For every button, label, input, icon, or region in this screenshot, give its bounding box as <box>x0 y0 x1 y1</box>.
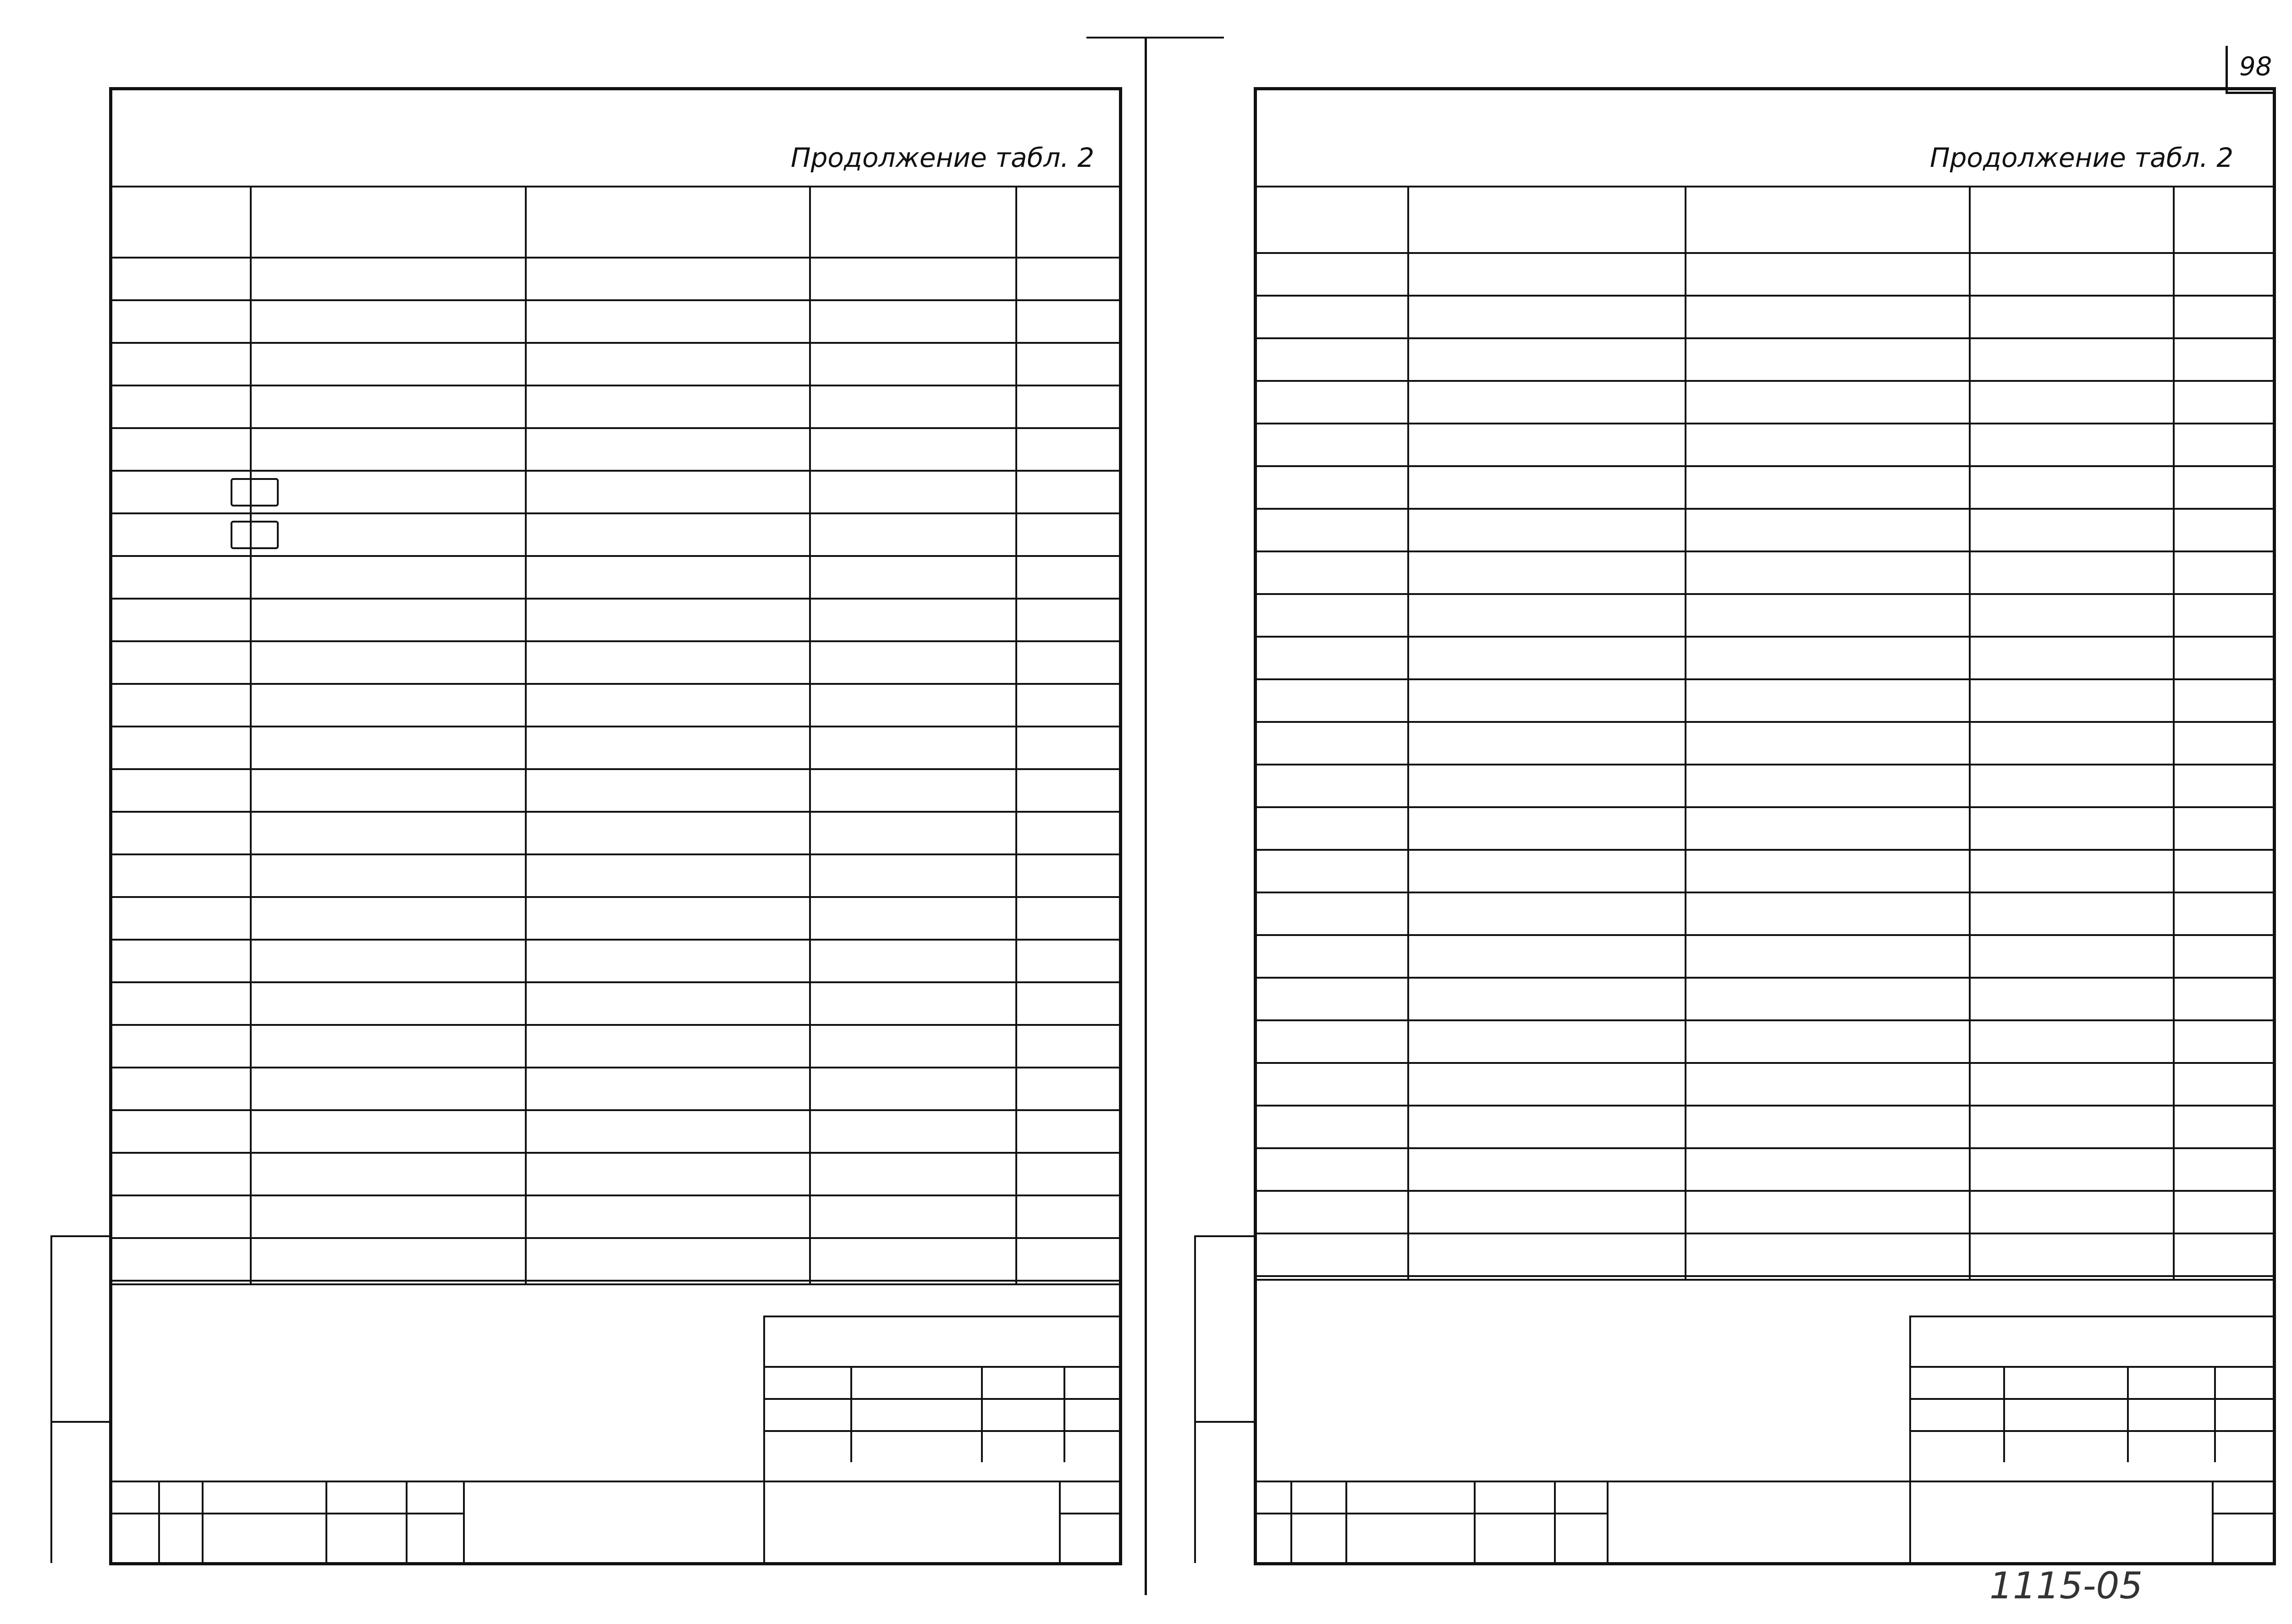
row-line <box>1254 593 2273 595</box>
table-row <box>1254 559 2273 592</box>
table-row <box>1254 346 2273 379</box>
stamp-list-left <box>1059 1481 1061 1563</box>
wire-marker-box <box>231 521 279 549</box>
side-strip-mid <box>50 1421 109 1423</box>
wire-marker-box <box>231 478 279 506</box>
table-row <box>1254 729 2273 763</box>
table-row <box>1254 985 2273 1018</box>
privyazan-line <box>1909 1366 2273 1368</box>
row-line <box>1254 551 2273 552</box>
table-row <box>1254 687 2273 720</box>
row-line <box>109 896 1119 898</box>
row-line <box>1254 1275 2273 1277</box>
table-row <box>1254 857 2273 891</box>
table-row <box>109 350 1119 384</box>
table-row <box>1254 942 2273 976</box>
stamp-top <box>1254 1481 2273 1482</box>
table-bottom-line <box>109 1283 1119 1285</box>
row-line <box>109 1109 1119 1111</box>
row-line <box>109 981 1119 983</box>
stamp-col <box>158 1481 160 1563</box>
center-divider <box>1145 37 1147 1595</box>
row-line <box>109 811 1119 813</box>
header-top-line <box>1254 186 2273 187</box>
stamp-top <box>109 1481 1119 1482</box>
privyazan-left <box>1909 1316 1911 1563</box>
privyazan-line <box>1909 1398 2273 1400</box>
stamp-col <box>1290 1481 1292 1563</box>
row-line <box>109 768 1119 770</box>
row-line <box>1254 380 2273 382</box>
stamp-col <box>1554 1481 1556 1563</box>
side-strip-mid <box>1194 1421 1254 1423</box>
row-line <box>109 939 1119 941</box>
row-line <box>1254 764 2273 765</box>
row-line <box>109 555 1119 557</box>
table-row <box>109 563 1119 597</box>
table-row <box>109 393 1119 426</box>
table-row <box>109 478 1119 512</box>
row-line <box>1254 1019 2273 1021</box>
archive-stamp: 1115-05 <box>1989 1564 2143 1607</box>
row-line <box>109 1237 1119 1239</box>
row-line <box>109 1067 1119 1068</box>
table-row <box>1254 1198 2273 1232</box>
table-row <box>1254 815 2273 848</box>
table-row <box>1254 1156 2273 1189</box>
stamp-mid <box>109 1513 463 1514</box>
side-strip-line <box>1194 1235 1196 1563</box>
row-line <box>1254 849 2273 851</box>
page-number: 98 <box>2239 52 2272 82</box>
row-line <box>109 1024 1119 1026</box>
row-line <box>109 640 1119 642</box>
table-row <box>109 265 1119 298</box>
side-strip-top <box>1194 1235 1254 1237</box>
row-line <box>109 1195 1119 1196</box>
row-line <box>109 853 1119 855</box>
row-line <box>1254 295 2273 297</box>
privyazan-col <box>850 1366 852 1462</box>
row-line <box>1254 1233 2273 1234</box>
row-line <box>109 683 1119 685</box>
row-line <box>109 385 1119 386</box>
privyazan-line <box>763 1366 1119 1368</box>
row-line <box>109 1280 1119 1282</box>
row-line <box>1254 337 2273 339</box>
row-line <box>1254 1190 2273 1192</box>
row-line <box>1254 1105 2273 1107</box>
table-row <box>1254 900 2273 933</box>
row-line <box>1254 423 2273 424</box>
left-continuation: Продолжение табл. 2 <box>791 142 1095 173</box>
stamp-list-mid <box>1059 1513 1119 1514</box>
privyazan-line <box>763 1430 1119 1432</box>
stamp-col <box>406 1481 408 1563</box>
row-line <box>1254 1147 2273 1149</box>
header-top-line <box>109 186 1119 187</box>
row-line <box>1254 636 2273 638</box>
table-row <box>1254 1113 2273 1146</box>
row-line <box>1254 977 2273 979</box>
row-line <box>1254 1062 2273 1064</box>
table-row <box>1254 388 2273 422</box>
row-line <box>109 1152 1119 1154</box>
table-row <box>1254 644 2273 677</box>
table-row <box>109 521 1119 554</box>
privyazan-col <box>2127 1366 2129 1462</box>
table-bottom-line <box>1254 1279 2273 1281</box>
side-strip-top <box>50 1235 109 1237</box>
row-line <box>1254 508 2273 510</box>
privyazan-col <box>2214 1366 2216 1462</box>
row-line <box>1254 934 2273 936</box>
table-row <box>109 308 1119 341</box>
table-row <box>1254 601 2273 635</box>
row-line <box>109 470 1119 472</box>
row-line <box>109 512 1119 514</box>
privyazan-line <box>1909 1430 2273 1432</box>
row-line <box>109 342 1119 344</box>
row-line <box>1254 465 2273 467</box>
stamp-code-left <box>1607 1481 1609 1563</box>
header-bottom-line <box>109 257 1119 259</box>
privyazan-line <box>763 1398 1119 1400</box>
row-line <box>109 299 1119 301</box>
table-row <box>1254 1028 2273 1061</box>
row-line <box>109 726 1119 727</box>
row-line <box>109 598 1119 600</box>
privyazan-top <box>1909 1316 2273 1317</box>
side-strip-line <box>50 1235 52 1563</box>
stamp-col <box>1474 1481 1476 1563</box>
privyazan-col <box>981 1366 983 1462</box>
top-tick <box>1086 37 1224 39</box>
stamp-col <box>1345 1481 1347 1563</box>
stamp-code-left <box>463 1481 465 1563</box>
stamp-col <box>325 1481 327 1563</box>
table-row <box>109 606 1119 639</box>
privyazan-col <box>2003 1366 2005 1462</box>
privyazan-left <box>763 1316 765 1563</box>
row-line <box>1254 721 2273 723</box>
row-line <box>1254 806 2273 808</box>
row-line <box>1254 678 2273 680</box>
table-row <box>109 435 1119 469</box>
right-continuation: Продолжение табл. 2 <box>1930 142 2234 173</box>
table-row <box>1254 772 2273 805</box>
table-row <box>1254 516 2273 550</box>
stamp-col <box>202 1481 204 1563</box>
stamp-list-left <box>2212 1481 2214 1563</box>
privyazan-top <box>763 1316 1119 1317</box>
row-line <box>109 427 1119 429</box>
table-row <box>1254 431 2273 464</box>
header-bottom-line <box>1254 252 2273 254</box>
privyazan-col <box>1063 1366 1065 1462</box>
row-line <box>1254 892 2273 893</box>
stamp-list-mid <box>2212 1513 2273 1514</box>
table-row <box>1254 1070 2273 1104</box>
table-row <box>1254 473 2273 507</box>
